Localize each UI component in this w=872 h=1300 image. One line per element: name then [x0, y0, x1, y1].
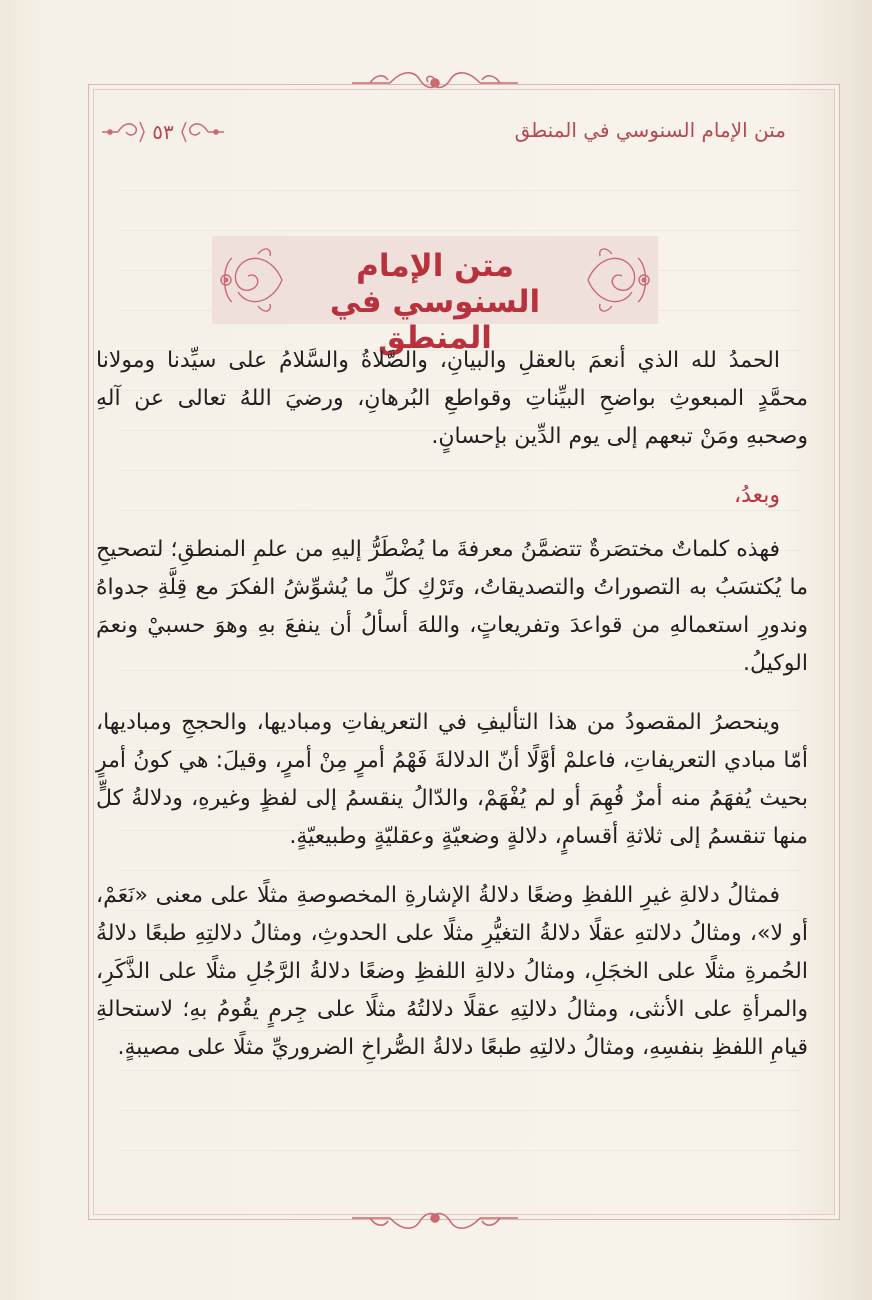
paragraph-examples: فمثالُ دلالةِ غيرِ اللفظِ وضعًا دلالةُ الإشارةِ المخصوصةِ مثلًا على معنى «نَعَمْ، أو لا»، ومثالُ دلالتهِ عقلًا دلالةُ التغيُّرِ مثلًا على الحدوثِ، ومثالُ دلالتِهِ طبعًا دلالةُ الحُمرةِ مثلًا على الخجَلِ، ومثالُ دلالةِ اللفظِ وضعًا دلالةُ الرَّجُلِ مثلًا على الذَّكَرِ، والمرأةِ على الأنثى، ومثالُ دلالتِهِ عقلًا دلالتُهُ مثلًا على جِرمٍ يقُومُ بهِ؛ لاستحالةِ قيامِ اللفظِ بنفسِهِ، ومثالُ دلالتِهِ طبعًا دلالةُ الصُّراخِ الضروريِّ مثلًا على مصيبةٍ. — [96, 883, 808, 1060]
body-text — [96, 342, 808, 1088]
paragraph-opening: الحمدُ لله الذي أنعمَ بالعقلِ والبيانِ، والصَّلاةُ والسَّلامُ على سيِّدنا ومولانا محمَّدٍ المبعوثِ بواضحِ البيِّناتِ وقواطعِ البُرهانِ، ورضيَ اللهُ تعالى عن آلهِ وصحبهِ ومَنْ تبعهم إلى يوم الدِّين بإحسانٍ. — [96, 348, 808, 449]
title-right-ornament-icon — [580, 236, 658, 324]
page-number-cartouche — [100, 116, 226, 148]
paragraph-scope: وينحصرُ المقصودُ من هذا التأليفِ في التعريفاتِ ومباديها، والحججِ ومباديها، أمّا مبادي التعريفاتِ، فاعلمْ أوَّلًا أنّ الدلالةَ فَهْمُ أمرٍ مِنْ أمرٍ، وقيلَ: هي كونُ أمرٍ بحيث يُفهَمُ منه أمرٌ فُهِمَ أو لم يُفْهَمْ، والدّالُ ينقسمُ إلى لفظٍ وغيرهِ، ودلالةُ كلٍّ منها تنقسمُ إلى ثلاثةِ أقسامٍ، دلالةٍ وضعيّةٍ وعقليّةٍ وطبيعيّةٍ. — [96, 710, 808, 849]
title-left-ornament-icon — [212, 236, 290, 324]
paragraph-transition: وبعدُ، — [733, 483, 780, 508]
page-number: ٥٣ — [152, 120, 174, 144]
top-ornament-icon — [350, 70, 520, 96]
paragraph-purpose: فهذه كلماتٌ مختصَرةٌ تتضمَّنُ معرفةَ ما يُضْطَرُّ إليهِ من علمِ المنطقِ؛ لتصحيحِ ما يُكتسَبُ به التصوراتُ والتصديقاتُ، وتَرْكِ كلِّ ما يُشوِّشُ الفكرَ مع قِلَّةِ جدواهُ وندورِ استعمالهِ من قواعدَ وتفريعاتٍ، واللهَ أسألُ أن ينفعَ بهِ وهوَ حسبيْ ونعمَ الوكيلُ. — [96, 537, 808, 676]
bottom-ornament-icon — [350, 1205, 520, 1231]
running-header-title: متن الإمام السنوسي في المنطق — [514, 118, 786, 142]
chapter-title: متن الإمام السنوسي في المنطق — [329, 248, 541, 356]
